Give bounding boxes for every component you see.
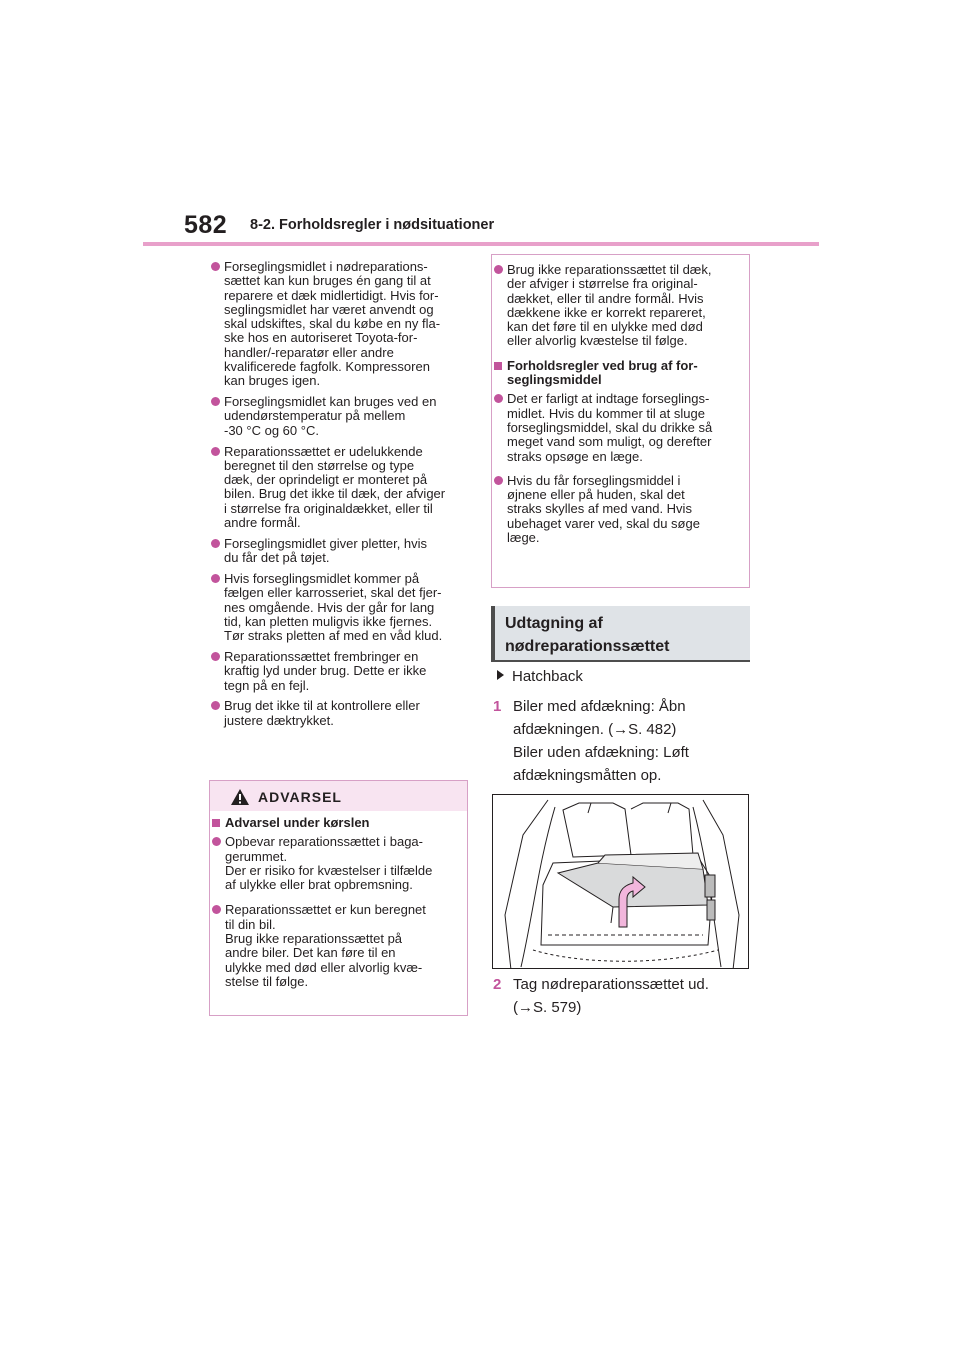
list-item [211,650,471,693]
list-item-text: Forseglingsmidlet giver pletter, hvis du får det på tøjet. [224,535,428,566]
bullet-icon [211,397,220,406]
warning-subheading: Forholdsregler ved brug af for- seglingsmiddel [494,359,747,388]
list-item [494,392,747,463]
bullet-icon [211,447,220,456]
list-item-text: Opbevar reparationssættet i baga- gerummet. Der er risiko for kvæstelser i tilfælde af ulykke eller brat opbremsning. [225,834,433,893]
warning-title: ADVARSEL [258,789,342,805]
list-item-text: Reparationssættet frembringer en kraftig lyd under brug. Dette er ikke tegn på en fejl. [224,648,427,693]
bullet-icon [494,476,503,485]
bullet-icon [211,574,220,583]
warning-box [209,780,468,1016]
list-item [212,835,465,892]
list-item [494,474,747,545]
list-item-text: Forseglingsmidlet kan bruges ved en udendørstemperatur på mellem -30 °C og 60 °C. [224,394,437,438]
variant-label: Hatchback [497,668,583,685]
list-item-text: Reparationssættet er udelukkende beregnet til den størrelse og type dæk, der oprindeligt er monteret på bilen. Brug det ikke til dæk, der afviger i størrelse fra originaldækket, eller til andre formål. [224,443,446,531]
list-item-text: Reparationssættet er kun beregnet til din bil. Brug ikke reparationssættet på andre biler. Det kan føre til en ulykke med død eller alvorlig kvæ- stelse til følge. [225,902,426,989]
warning-body [210,811,467,989]
step-text: Biler med afdækning: Åbn afdækningen. (→S. 482) Biler uden afdækning: Løft afdækningsmåtten op. [513,698,689,784]
step-text: Tag nødreparationssættet ud. (→S. 579) [513,976,709,1016]
list-item-text: Brug det ikke til at kontrollere eller justere dæktrykket. [224,698,420,728]
section-heading-title: Udtagning af nødreparationssættet [505,615,670,655]
section-header-title: 8-2. Forholdsregler i nødsituationer [250,217,495,233]
header-rule [143,242,819,246]
step-number: 1 [493,698,502,715]
bullet-icon [211,539,220,548]
step-number: 2 [493,976,502,993]
list-item [211,445,471,531]
hatchback-trunk-drawing [493,795,749,969]
list-item-text: Det er farligt at indtage forseglings- midlet. Hvis du kommer til at sluge forseglingsmiddel, skal du drikke så meget vand som muligt, og derefter straks opsøge en læge. [507,391,713,464]
list-item [211,260,471,389]
bullet-icon [494,265,503,274]
list-item-text: Hvis forseglingsmidlet kommer på fælgen eller karrosseriet, skal det fjer- nes omgående. Hvis der går for lang tid, kan pletten muligvis ikke fjernes. Tør straks pletten af med en våd klud. [224,570,443,644]
list-item [212,903,465,989]
warning-continuation-box [491,254,750,588]
square-marker-icon [494,362,502,370]
list-item-text: Brug ikke reparationssættet til dæk, der afviger i størrelse fra original- dækket, eller til andre formål. Hvis dækkene ikke er korrekt repareret, kan det føre til en ulykke med død eller alvorlig kvæstelse til følge. [507,262,712,349]
list-item-text: Forseglingsmidlet i nødreparations- sættet kan kun bruges én gang til at reparere et dæk midlertidigt. Hvis for- seglingsmidlet har været anvendt og skal udskiftes, skal du købe en ny fla- ske hos en autoriseret Toyota-for- handler/-reparatør eller andre kvalificerede fagfolk. Kompressoren kan bruges igen. [224,259,441,389]
warning-triangle-icon [230,788,250,806]
bullet-icon [212,905,221,914]
bullet-icon [211,701,220,710]
list-item-text: Hvis du får forseglingsmiddel i øjnene eller på huden, skal det straks skylles af med vand. Hvis ubehaget varer ved, skal du søge læge. [507,472,700,546]
list-item [211,699,471,728]
bullet-icon [494,394,503,403]
bullet-icon [211,652,220,661]
left-column [211,260,471,734]
list-item [211,395,471,438]
bullet-icon [212,837,221,846]
list-item [494,263,747,349]
section-heading [491,606,750,662]
bullet-icon [211,262,220,271]
page-number: 582 [184,211,228,239]
square-marker-icon [212,819,220,827]
triangle-right-icon [497,670,504,680]
warning-header [210,781,467,811]
list-item [211,537,471,566]
trunk-illustration [492,794,749,969]
list-item [211,572,471,643]
warning-subheading: Advarsel under kørslen [212,816,465,830]
